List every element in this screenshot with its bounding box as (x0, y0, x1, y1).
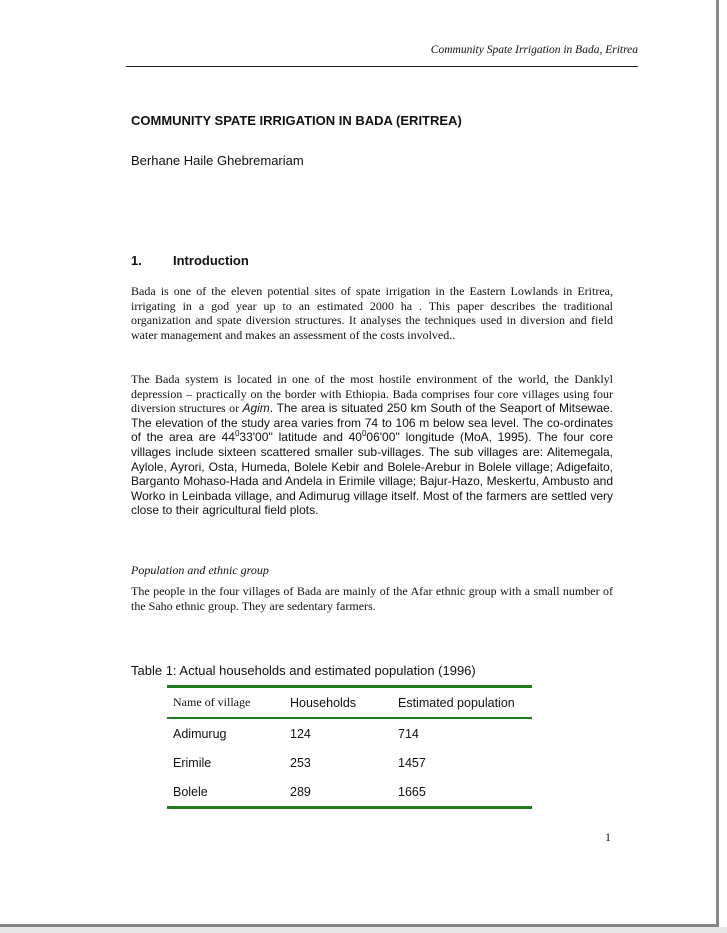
cell-households: 124 (290, 726, 311, 741)
author-name: Berhane Haile Ghebremariam (131, 153, 304, 168)
text-run: 06'00'' longitude (MoA, 1995). The four core villages include sixteen scattered smaller sub-villages. The sub villages are: Alitemegala, Aylole, Ayrori, Osta, Humeda, Bolele Kebir and Bolele-Arebur in Bolele village; Adigefaito, Barganto Mohaso-Hada and Andela in Erimile village; Bajur-Hazo, Meskertu, Ambusto and Worko in Leinbada village, and Adimurug village itself. Most of the farmers are settled very close to their agricultural field plots. (131, 430, 614, 518)
table-row (167, 748, 532, 777)
cell-households: 289 (290, 784, 311, 799)
running-header: Community Spate Irrigation in Bada, Eritrea (126, 44, 638, 67)
section-title: Introduction (173, 253, 249, 268)
population-table (167, 685, 532, 809)
text-run: 33'00'' latitude and 40 (239, 430, 362, 445)
cell-population: 1457 (398, 755, 426, 770)
table-header-row (167, 687, 532, 719)
text-run: . The area is situated 250 km South of the Seaport of Mitsewae. The elevation of the study area varies from 74 to 106 m below sea level. The co-ordinates of the area are 44 (131, 401, 613, 445)
cell-population: 1665 (398, 784, 426, 799)
cell-village: Adimurug (173, 726, 227, 741)
column-header-households: Households (290, 695, 357, 710)
page-number: 1 (605, 830, 611, 844)
italic-term: Agim (242, 401, 270, 416)
cell-village: Erimile (173, 755, 212, 770)
cell-population: 714 (398, 726, 419, 741)
document-title: COMMUNITY SPATE IRRIGATION IN BADA (ERITREA) (131, 113, 462, 128)
viewer-background-strip (0, 927, 727, 933)
column-header-population: Estimated population (398, 695, 515, 710)
location-paragraph (131, 372, 613, 518)
cell-households: 253 (290, 755, 311, 770)
text-run: The Bada system is located in one of the most hostile environment of the world, the Danklyl depression – practically on the border with Ethiopia. Bada comprises four core villages using four diversion structures or (131, 372, 613, 416)
column-header-village: Name of village (173, 695, 251, 709)
cell-village: Bolele (173, 784, 208, 799)
intro-paragraph: Bada is one of the eleven potential sites of spate irrigation in the Eastern Lowlands in Eritrea, irrigating in a god year up to an estimated 2000 ha . This paper describes the traditional organization and spate diversion structures. It analyses the techniques used in diversion and field water management and makes an assessment of the costs involved.. (131, 284, 613, 342)
section-number: 1. (131, 253, 142, 268)
section-heading (131, 253, 249, 268)
subsection-heading: Population and ethnic group (131, 563, 269, 577)
table-row (167, 777, 532, 808)
table-caption: Table 1: Actual households and estimated population (1996) (131, 663, 476, 678)
degree-superscript: 0 (234, 429, 240, 439)
population-paragraph: The people in the four villages of Bada are mainly of the Afar ethnic group with a small number of the Saho ethnic group. They are sedentary farmers. (131, 584, 613, 613)
degree-superscript: 0 (361, 429, 367, 439)
table-row (167, 718, 532, 748)
